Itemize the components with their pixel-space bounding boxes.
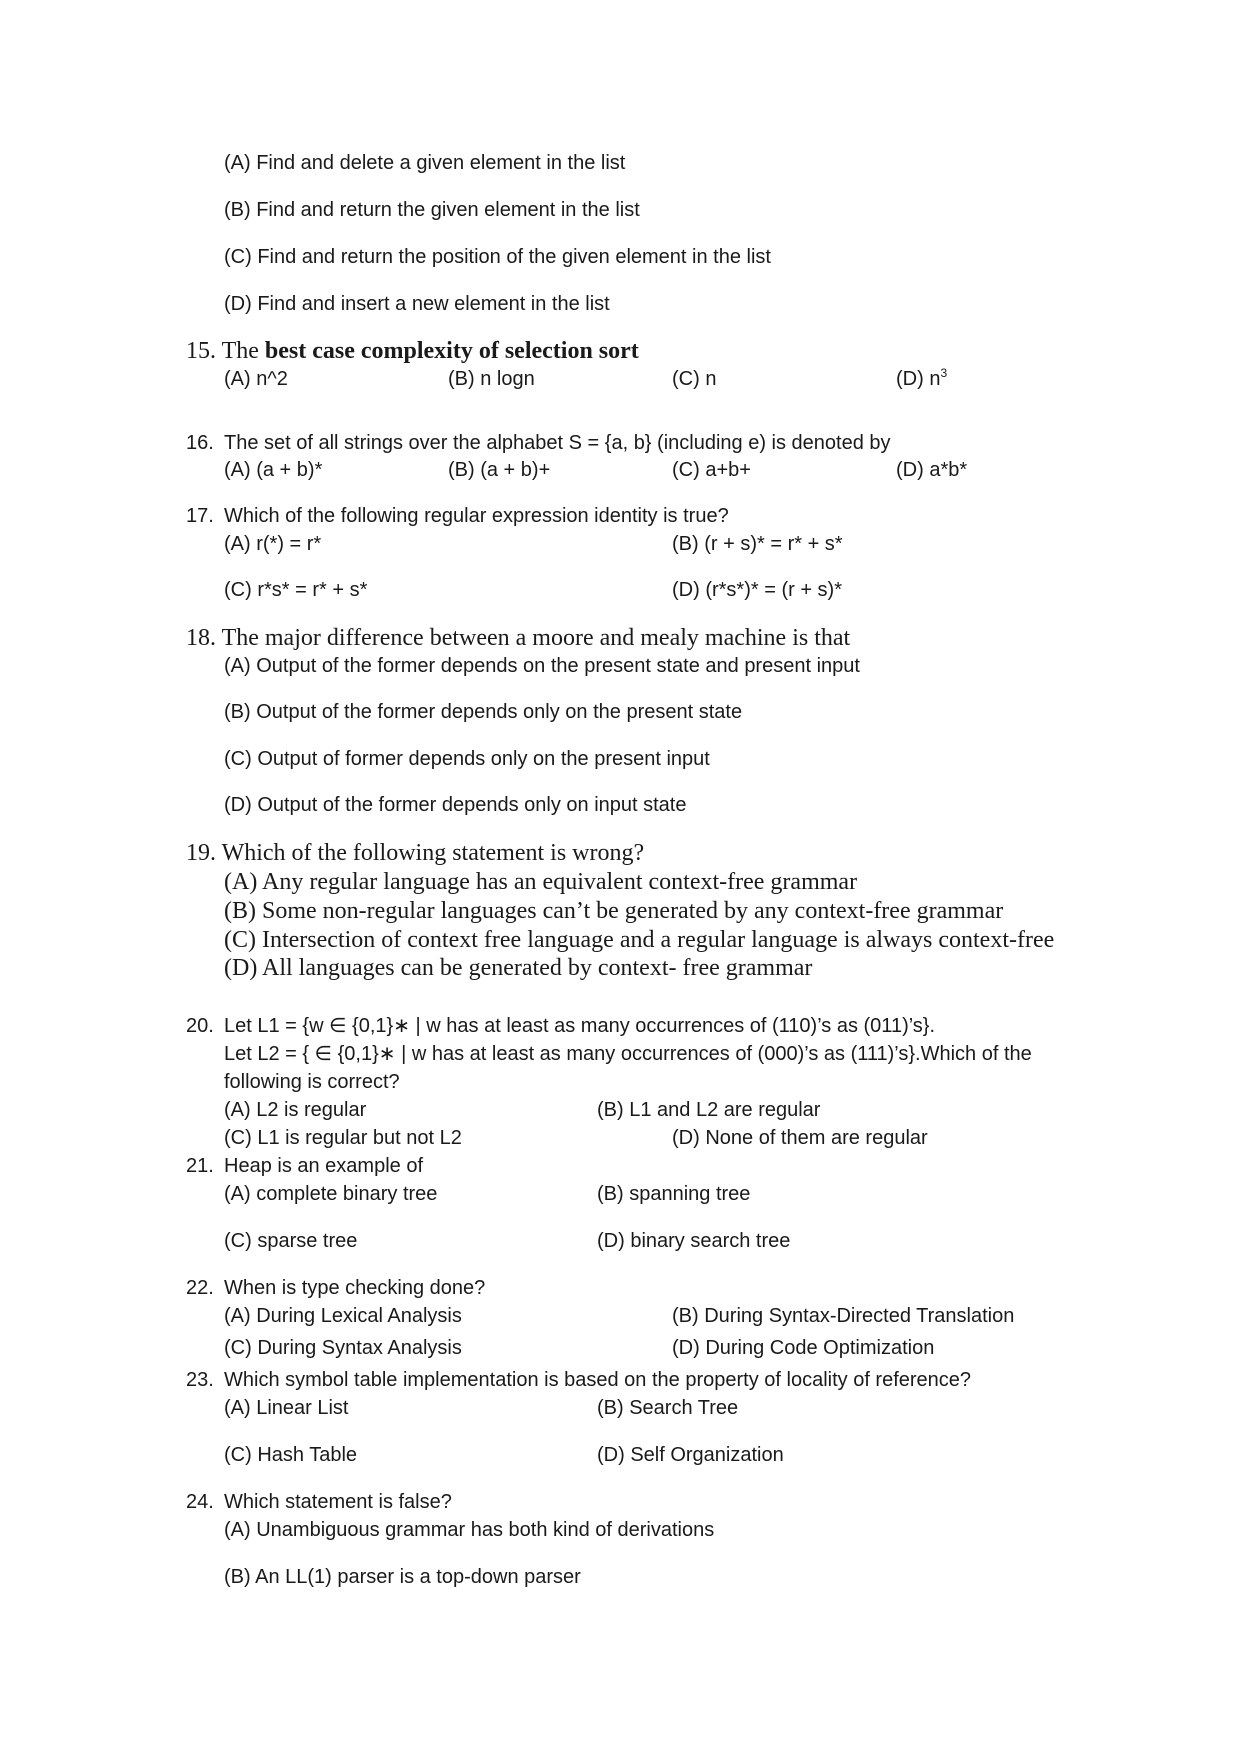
- q20-stem-line-2: Let L2 = { ∈ {0,1}∗ | w has at least as many occurrences of (000)’s as (111)’s}.Which of the: [224, 1043, 1032, 1065]
- q22-option-a: (A) During Lexical Analysis: [224, 1305, 462, 1327]
- q14-option-b: (B) Find and return the given element in the list: [224, 199, 640, 221]
- q18-number: 18.: [186, 625, 216, 651]
- q16-option-c: (C) a+b+: [672, 459, 751, 481]
- q15-stem: [186, 339, 639, 363]
- q14-option-d: (D) Find and insert a new element in the list: [224, 293, 610, 315]
- q15-option-d: [896, 366, 948, 390]
- q22-option-b: (B) During Syntax-Directed Translation: [672, 1305, 1015, 1327]
- q15-number: 15.: [186, 338, 216, 364]
- q20-stem-line-1: [186, 1016, 935, 1036]
- q19-stem: [186, 841, 644, 865]
- q24-option-b: (B) An LL(1) parser is a top-down parser: [224, 1566, 581, 1588]
- q20-option-b: (B) L1 and L2 are regular: [597, 1099, 821, 1121]
- q22-option-d: (D) During Code Optimization: [672, 1337, 935, 1359]
- q20-option-a: (A) L2 is regular: [224, 1099, 367, 1121]
- q21-option-a: (A) complete binary tree: [224, 1183, 438, 1205]
- q19-option-a: (A) Any regular language has an equivalent context-free grammar: [224, 869, 858, 895]
- q18-stem-text: The major difference between a moore and mealy machine is that: [221, 625, 851, 651]
- q23-option-b: (B) Search Tree: [597, 1397, 739, 1419]
- q16-stem-text: The set of all strings over the alphabet S = {a, b} (including e) is denoted by: [224, 432, 891, 454]
- q15-option-a: (A) n^2: [224, 368, 288, 390]
- q18-option-b: (B) Output of the former depends only on the present state: [224, 701, 743, 723]
- q15-stem-bold: best case complexity of selection sort: [264, 338, 639, 364]
- q17-stem: [186, 506, 729, 526]
- q21-option-c: (C) sparse tree: [224, 1230, 358, 1252]
- q16-option-b: (B) (a + b)+: [448, 459, 551, 481]
- q20-stem-line-3: following is correct?: [224, 1071, 400, 1093]
- q14-option-a: (A) Find and delete a given element in the list: [224, 152, 626, 174]
- q19-option-c: (C) Intersection of context free language and a regular language is always context-free: [224, 927, 1055, 953]
- q20-option-d: (D) None of them are regular: [672, 1127, 928, 1149]
- q17-option-c: (C) r*s* = r* + s*: [224, 579, 368, 601]
- q16-stem: [186, 433, 891, 453]
- q23-option-d: (D) Self Organization: [597, 1444, 784, 1466]
- q22-number: 22.: [186, 1277, 214, 1299]
- q22-stem-text: When is type checking done?: [224, 1277, 486, 1299]
- q24-number: 24.: [186, 1491, 214, 1513]
- q23-option-a: (A) Linear List: [224, 1397, 349, 1419]
- q15-option-d-exponent: 3: [940, 366, 948, 380]
- q15-option-b: (B) n logn: [448, 368, 535, 390]
- q24-option-a: (A) Unambiguous grammar has both kind of derivations: [224, 1519, 715, 1541]
- q22-option-c: (C) During Syntax Analysis: [224, 1337, 462, 1359]
- q18-option-a: (A) Output of the former depends on the present state and present input: [224, 655, 860, 677]
- q18-stem: [186, 626, 850, 650]
- q19-number: 19.: [186, 840, 216, 866]
- q15-stem-text: The: [221, 338, 265, 364]
- q17-stem-text: Which of the following regular expression identity is true?: [224, 505, 729, 527]
- q17-option-d: (D) (r*s*)* = (r + s)*: [672, 579, 842, 601]
- q23-stem-text: Which symbol table implementation is based on the property of locality of reference?: [224, 1369, 972, 1391]
- q24-stem-text: Which statement is false?: [224, 1491, 452, 1513]
- q21-stem-text: Heap is an example of: [224, 1155, 424, 1177]
- q17-option-a: (A) r(*) = r*: [224, 533, 322, 555]
- q18-option-c: (C) Output of former depends only on the present input: [224, 748, 710, 770]
- q15-option-d-text: (D) n: [896, 368, 941, 390]
- q16-option-a: (A) (a + b)*: [224, 459, 323, 481]
- q17-number: 17.: [186, 505, 214, 527]
- q21-option-b: (B) spanning tree: [597, 1183, 751, 1205]
- q19-option-b: (B) Some non-regular languages can’t be generated by any context-free grammar: [224, 898, 1004, 924]
- q23-stem: [186, 1370, 971, 1390]
- q20-number: 20.: [186, 1015, 214, 1037]
- q20-stem-text-1: Let L1 = {w ∈ {0,1}∗ | w has at least as many occurrences of (110)’s as (011)’s}.: [224, 1015, 936, 1037]
- q24-stem: [186, 1492, 452, 1512]
- q22-stem: [186, 1278, 485, 1298]
- q23-number: 23.: [186, 1369, 214, 1391]
- q21-number: 21.: [186, 1155, 214, 1177]
- q19-option-d: (D) All languages can be generated by context- free grammar: [224, 955, 813, 981]
- q19-stem-text: Which of the following statement is wrong?: [221, 840, 645, 866]
- q17-option-b: (B) (r + s)* = r* + s*: [672, 533, 843, 555]
- q18-option-d: (D) Output of the former depends only on input state: [224, 794, 687, 816]
- q14-option-c: (C) Find and return the position of the given element in the list: [224, 246, 771, 268]
- q21-stem: [186, 1156, 423, 1176]
- q21-option-d: (D) binary search tree: [597, 1230, 791, 1252]
- q16-number: 16.: [186, 432, 214, 454]
- q23-option-c: (C) Hash Table: [224, 1444, 358, 1466]
- q15-option-c: (C) n: [672, 368, 717, 390]
- q20-option-c: (C) L1 is regular but not L2: [224, 1127, 462, 1149]
- q16-option-d: (D) a*b*: [896, 459, 968, 481]
